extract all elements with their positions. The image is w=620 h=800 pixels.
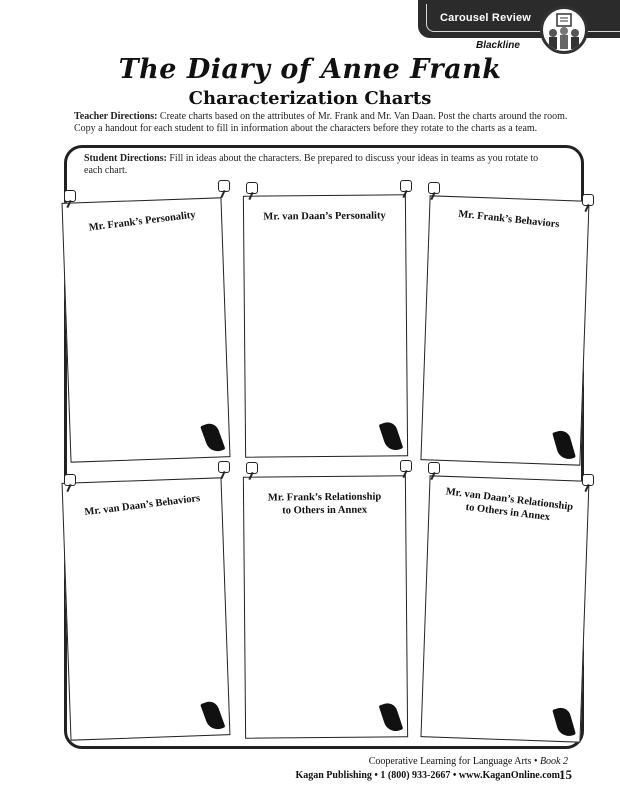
chart-title-6-text: Mr. van Daan’s Relationship to Others in Annex bbox=[445, 486, 574, 524]
chart-poster-2[interactable] bbox=[243, 194, 408, 457]
pushpin-icon bbox=[218, 461, 230, 473]
footer-book bbox=[369, 756, 568, 767]
page-curl-icon bbox=[552, 706, 576, 739]
pushpin-icon bbox=[582, 194, 594, 206]
footer-book-prefix: Cooperative Learning for Language Arts • bbox=[368, 756, 540, 767]
chart-title-4: Mr. van Daan’s Behaviors bbox=[83, 493, 201, 519]
student-directions-label: Student Directions: bbox=[84, 153, 167, 164]
chart-title-6 bbox=[429, 484, 589, 529]
carousel-badge-icon bbox=[540, 6, 588, 54]
chart-title-1: Mr. Frank’s Personality bbox=[88, 209, 197, 234]
chart-poster-4[interactable] bbox=[62, 477, 231, 740]
pushpin-icon bbox=[218, 180, 230, 192]
chart-poster-1[interactable] bbox=[62, 197, 231, 462]
page-curl-icon bbox=[200, 421, 225, 455]
pushpin-icon bbox=[64, 474, 76, 486]
pushpin-icon bbox=[246, 462, 258, 474]
page-title: The Diary of Anne Frank bbox=[118, 54, 502, 85]
page-curl-icon bbox=[552, 429, 576, 462]
pushpin-icon bbox=[400, 460, 412, 472]
chart-title-3: Mr. Frank’s Behaviors bbox=[457, 208, 560, 231]
chart-title-5-text: Mr. Frank’s Relationship to Others in Annex bbox=[267, 491, 382, 517]
student-directions-text: Fill in ideas about the characters. Be prepared to discuss your ideas in teams as you rotate to each chart. bbox=[84, 153, 539, 176]
pushpin-icon bbox=[428, 462, 440, 474]
page-curl-icon bbox=[200, 699, 225, 733]
pushpin-icon bbox=[400, 180, 412, 192]
page-number: 15 bbox=[559, 767, 572, 782]
pushpin-icon bbox=[582, 474, 594, 486]
header-tab-title: Carousel Review bbox=[440, 12, 532, 24]
footer-book-name: Book 2 bbox=[539, 756, 568, 767]
chart-title-2: Mr. van Daan’s Personality bbox=[263, 210, 386, 223]
teacher-directions-text: Create charts based on the attributes of Mr. Frank and Mr. Van Daan. Post the charts around the room. Copy a handout for each student to fill in information about the characters before they rotate to the charts as a team. bbox=[74, 111, 568, 134]
chart-title-5 bbox=[244, 490, 405, 517]
chart-poster-5[interactable] bbox=[243, 475, 408, 738]
pushpin-icon bbox=[64, 190, 76, 202]
pushpin-icon bbox=[246, 182, 258, 194]
page-curl-icon bbox=[379, 701, 404, 735]
chart-poster-6[interactable] bbox=[420, 475, 589, 742]
teacher-directions-label: Teacher Directions: bbox=[74, 111, 158, 122]
pushpin-icon bbox=[428, 182, 440, 194]
page-curl-icon bbox=[379, 420, 404, 454]
page-subtitle: Characterization Charts bbox=[188, 88, 432, 109]
header-tab-subtitle: Blackline bbox=[476, 40, 520, 51]
chart-poster-3[interactable] bbox=[420, 195, 589, 465]
student-directions bbox=[84, 153, 556, 177]
footer-publisher: Kagan Publishing • 1 (800) 933-2667 • www.KaganOnline.com bbox=[295, 770, 560, 781]
teacher-directions bbox=[74, 111, 580, 135]
